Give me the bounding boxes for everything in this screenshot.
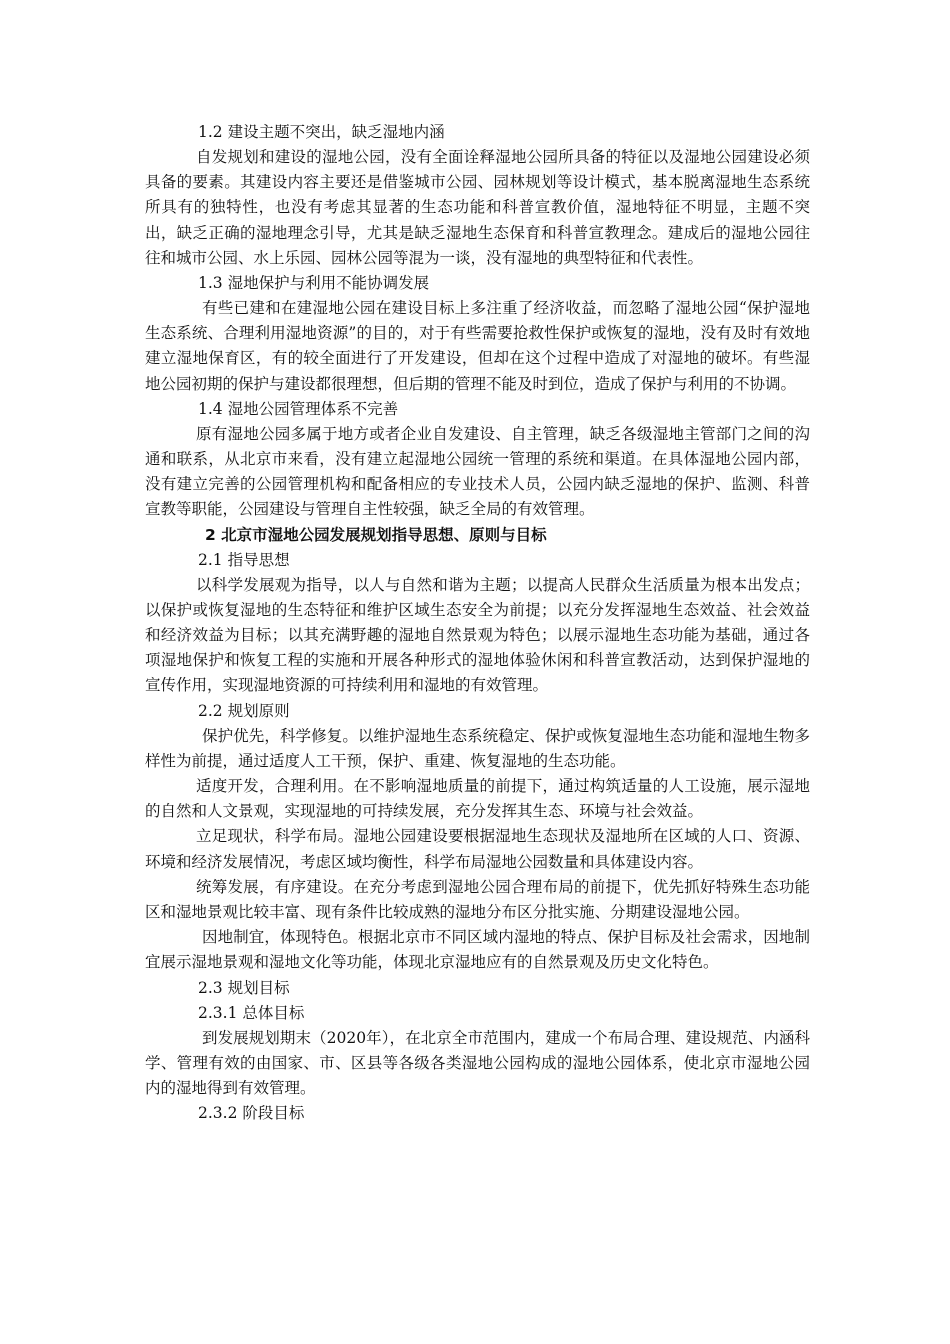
heading-1-3: 1.3 湿地保护与利用不能协调发展 — [198, 274, 430, 293]
heading-2-3-2: 2.3.2 阶段目标 — [198, 1104, 305, 1123]
paragraph: 以科学发展观为指导，以人与自然和谐为主题；以提高人民群众生活质量为根本出发点；以保护或恢复湿地的生态特征和维护区域生态安全为前提；以充分发挥湿地生态效益、社会效益和经济效益为目标；以其充满野趣的湿地自然景观为特色；以展示湿地生态功能为基础，通过各项湿地保护和恢复工程的实施和开展各种形式的湿地体验休闲和科普宣教活动，达到保护湿地的宣传作用，实现湿地资源的可持续利用和湿地的有效管理。 — [145, 575, 810, 695]
heading-2-3-1: 2.3.1 总体目标 — [198, 1003, 305, 1022]
document-page — [145, 120, 810, 1126]
section-heading-2: 2 北京市湿地公园发展规划指导思想、原则与目标 — [205, 525, 547, 544]
paragraph: 原有湿地公园多属于地方或者企业自发建设、自主管理，缺乏各级湿地主管部门之间的沟通和联系，从北京市来看，没有建立起湿地公园统一管理的系统和渠道。在具体湿地公园内部，没有建立完善的公园管理机构和配备相应的专业技术人员，公园内缺乏湿地的保护、监测、科普宣教等职能，公园建设与管理自主性较强，缺乏全局的有效管理。 — [145, 424, 810, 519]
heading-1-2: 1.2 建设主题不突出，缺乏湿地内涵 — [198, 123, 445, 141]
paragraph: 适度开发，合理利用。在不影响湿地质量的前提下，通过构筑适量的人工设施，展示湿地的自然和人文景观，实现湿地的可持续发展，充分发挥其生态、环境与社会效益。 — [145, 777, 810, 821]
paragraph: 因地制宜，体现特色。根据北京市不同区域内湿地的特点、保护目标及社会需求，因地制宜展示湿地景观和湿地文化等功能，体现北京湿地应有的自然景观及历史文化特色。 — [145, 928, 810, 972]
paragraph: 统筹发展，有序建设。在充分考虑到湿地公园合理布局的前提下，优先抓好特殊生态功能区和湿地景观比较丰富、现有条件比较成熟的湿地分布区分批实施、分期建设湿地公园。 — [145, 877, 810, 922]
heading-1-4: 1.4 湿地公园管理体系不完善 — [198, 399, 399, 418]
paragraph: 立足现状，科学布局。湿地公园建设要根据湿地生态现状及湿地所在区域的人口、资源、环境和经济发展情况，考虑区域均衡性，科学布局湿地公园数量和具体建设内容。 — [145, 827, 810, 871]
paragraph: 自发规划和建设的湿地公园，没有全面诠释湿地公园所具备的特征以及湿地公园建设必须具备的要素。其建设内容主要还是借鉴城市公园、园林规划等设计模式，基本脱离湿地生态系统所具有的独特性，也没有考虑其显著的生态功能和科普宣教价值，湿地特征不明显，主题不突出，缺乏正确的湿地理念引导，尤其是缺乏湿地生态保育和科普宣教理念。建成后的湿地公园往往和城市公园、水上乐园、园林公园等混为一谈，没有湿地的典型特征和代表性。 — [145, 148, 810, 267]
paragraph: 保护优先，科学修复。以维护湿地生态系统稳定、保护或恢复湿地生态功能和湿地生物多样性为前提，通过适度人工干预，保护、重建、恢复湿地的生态功能。 — [145, 726, 810, 770]
heading-2-2: 2.2 规划原则 — [198, 701, 290, 720]
heading-2-3: 2.3 规划目标 — [198, 978, 290, 997]
paragraph: 到发展规划期末（2020年），在北京全市范围内，建成一个布局合理、建设规范、内涵科学、管理有效的由国家、市、区县等各级各类湿地公园构成的湿地公园体系，使北京市湿地公园内的湿地得到有效管理。 — [145, 1028, 810, 1098]
heading-2-1: 2.1 指导思想 — [198, 550, 290, 569]
paragraph: 有些已建和在建湿地公园在建设目标上多注重了经济收益，而忽略了湿地公园“保护湿地生态系统、合理利用湿地资源”的目的，对于有些需要抢救性保护或恢复的湿地，没有及时有效地建立湿地保育区，有的较全面进行了开发建设，但却在这个过程中造成了对湿地的破坏。有些湿地公园初期的保护与建设都很理想，但后期的管理不能及时到位，造成了保护与利用的不协调。 — [145, 299, 810, 393]
